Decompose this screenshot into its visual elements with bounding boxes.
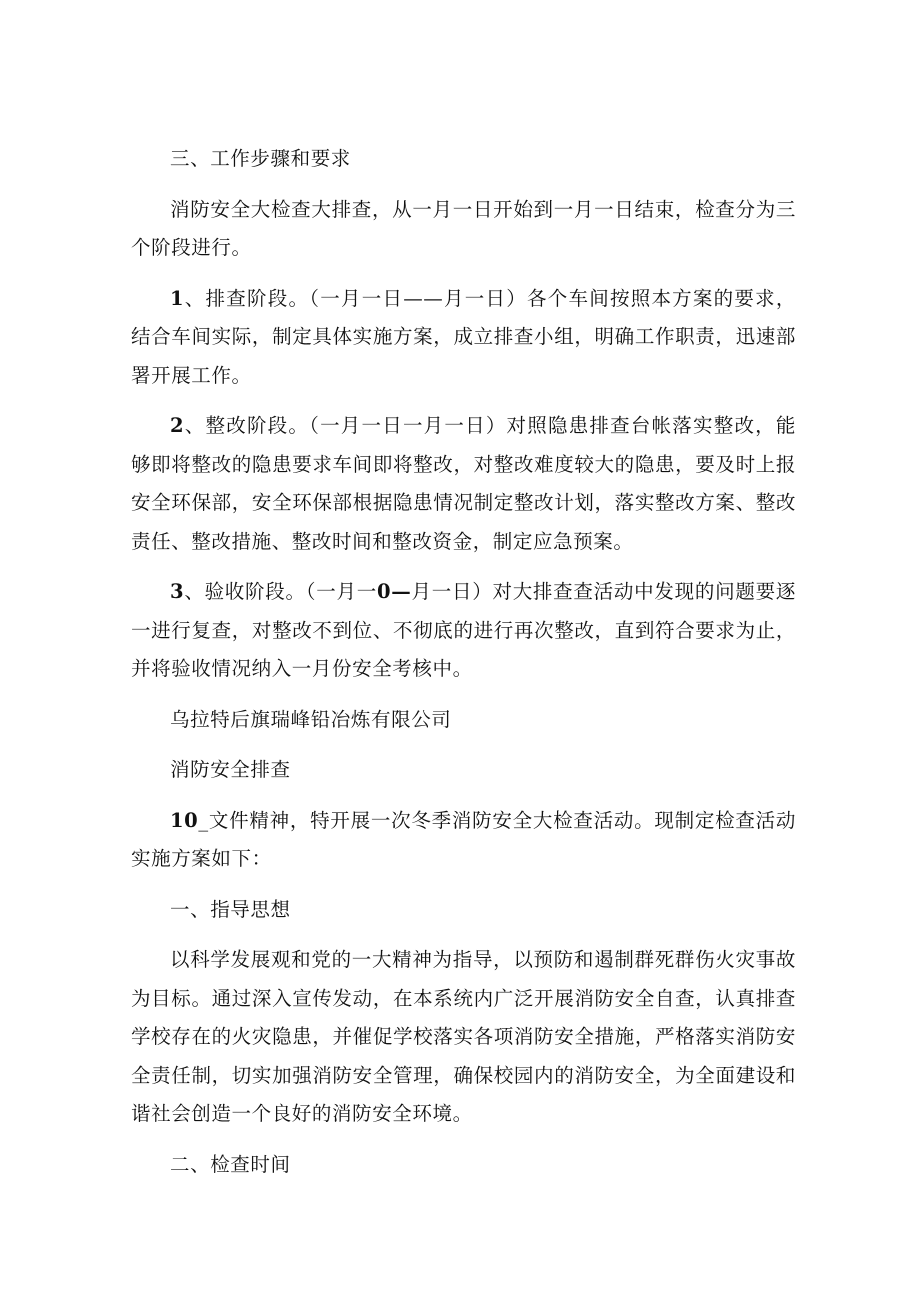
paragraph-stage-2 <box>131 407 796 561</box>
paragraph-text: 、排查阶段。（一月一日——月一日）各个车间按照本方案的要求，结合车间实际，制定具体实施方案，成立排查小组，明确工作职责，迅速部署开展工作。 <box>131 286 796 387</box>
paragraph-text: 一、指导思想 <box>170 897 291 921</box>
paragraph-overview <box>131 191 796 268</box>
document-title <box>131 751 796 790</box>
paragraph-text: 二、检查时间 <box>170 1152 291 1176</box>
paragraph-text: _文件精神，特开展一次冬季消防安全大检查活动。现制定检查活动实施方案如下： <box>131 808 796 870</box>
section-heading-inspection-time <box>131 1146 796 1185</box>
item-number: 3 <box>170 580 185 603</box>
document-body <box>131 140 796 1184</box>
paragraph-stage-3 <box>131 573 796 689</box>
paragraph-stage-1 <box>131 280 796 396</box>
paragraph-text-lead: 、验收阶段。（一月一 <box>184 580 378 603</box>
paragraph-text: 、整改阶段。（一月一日一月一日）对照隐患排查台帐落实整改，能够即将整改的隐患要求车间即将整改，对整改难度较大的隐患，要及时上报安全环保部，安全环保部根据隐患情况制定整改计划，落实整改方案、整改责任、整改措施、整改时间和整改资金，制定应急预案。 <box>131 414 796 553</box>
paragraph-text: 消防安全排查 <box>170 758 291 781</box>
paragraph-text: 月一日）对大排查查活动中发现的问题要逐一进行复查，对整改不到位、不彻底的进行再次整改，直到符合要求为止，并将验收情况纳入一月份安全考核中。 <box>131 580 796 680</box>
item-number: 10 <box>170 808 199 832</box>
section-heading-steps <box>131 140 796 179</box>
paragraph-text-bold: 0— <box>377 580 412 603</box>
item-number: 1 <box>170 286 185 310</box>
paragraph-text: 三、工作步骤和要求 <box>170 147 351 170</box>
paragraph-guiding-thought <box>131 941 796 1134</box>
item-number: 2 <box>170 414 185 437</box>
company-name <box>131 701 796 740</box>
paragraph-text: 以科学发展观和党的一大精神为指导，以预防和遏制群死群伤火灾事故为目标。通过深入宣传发动，在本系统内广泛开展消防安全自查，认真排查学校存在的火灾隐患，并催促学校落实各项消防安全措施，严格落实消防安全责任制，切实加强消防安全管理，确保校园内的消防安全，为全面建设和谐社会创造一个良好的消防安全环境。 <box>131 948 796 1125</box>
paragraph-text: 消防安全大检查大排查，从一月一日开始到一月一日结束，检查分为三个阶段进行。 <box>131 197 796 259</box>
section-heading-guiding-thought <box>131 891 796 930</box>
paragraph-intro <box>131 802 796 879</box>
paragraph-text: 乌拉特后旗瑞峰铅冶炼有限公司 <box>170 707 452 731</box>
